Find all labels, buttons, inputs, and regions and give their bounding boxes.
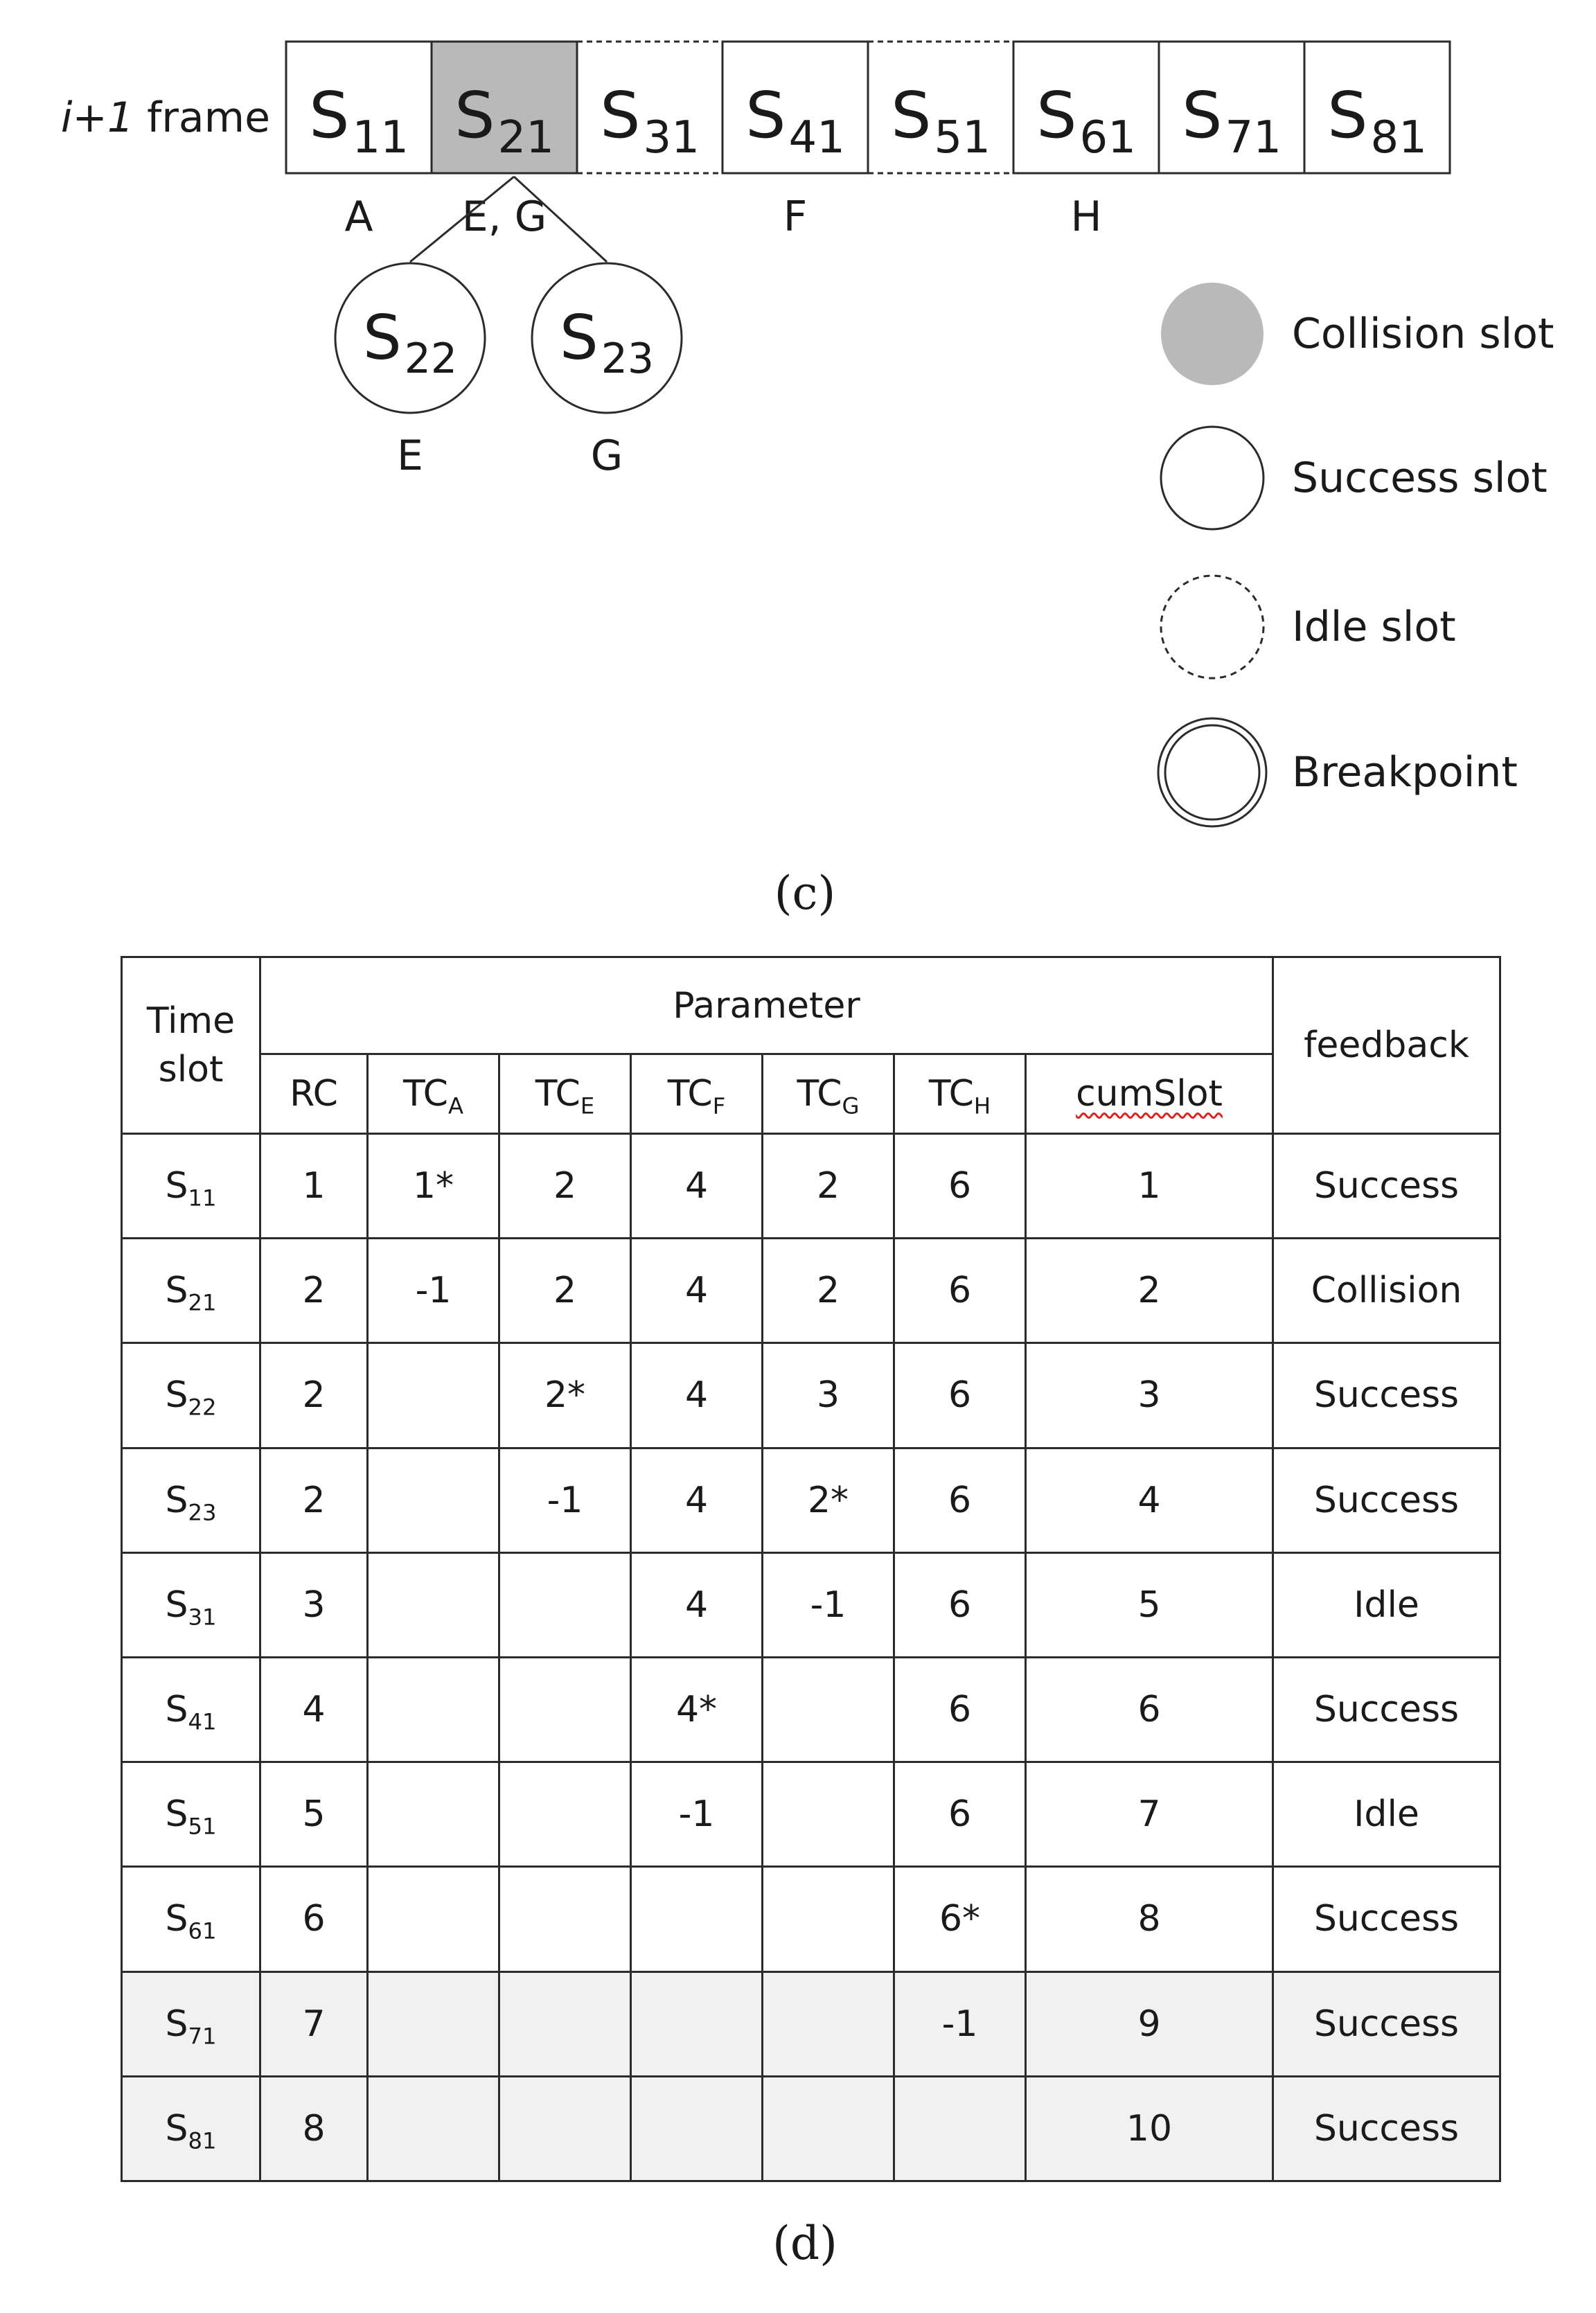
legend-success-symbol — [1161, 427, 1264, 529]
time-slot-cell: $S_{81}$ — [122, 2076, 260, 2181]
feedback-cell: Success — [1273, 1343, 1500, 1448]
table-row — [122, 1867, 1500, 1971]
value-cell — [368, 1762, 499, 1867]
value-cell — [763, 1657, 894, 1762]
value-cell: 6 — [894, 1657, 1026, 1762]
slot-label: $S_{11}$ — [309, 78, 409, 163]
value-cell: 6 — [1026, 1657, 1273, 1762]
value-cell — [631, 1971, 763, 2076]
table-row — [122, 1762, 1500, 1867]
legend-label: Success slot — [1292, 454, 1548, 502]
child-slot-tag: G — [590, 432, 623, 480]
value-cell — [368, 1448, 499, 1552]
value-cell — [499, 1657, 631, 1762]
slot-tag: F — [783, 193, 808, 241]
frame-slots — [286, 42, 1450, 173]
value-cell — [499, 1867, 631, 1971]
time-slot-cell: $S_{21}$ — [122, 1239, 260, 1343]
value-cell: 2 — [763, 1134, 894, 1239]
feedback-cell: Success — [1273, 1657, 1500, 1762]
value-cell: 6 — [894, 1134, 1026, 1239]
column-header: $TC_F$ — [631, 1054, 763, 1134]
value-cell: 1 — [1026, 1134, 1273, 1239]
value-cell: 7 — [260, 1971, 368, 2076]
caption-d: (d) — [772, 2217, 837, 2270]
value-cell: 4 — [631, 1343, 763, 1448]
value-cell — [368, 1343, 499, 1448]
value-cell: 4* — [631, 1657, 763, 1762]
value-cell: 3 — [260, 1552, 368, 1657]
value-cell: 6 — [894, 1239, 1026, 1343]
frame-label: i+1 frame — [60, 94, 270, 142]
value-cell: 1 — [260, 1134, 368, 1239]
table-row — [122, 1134, 1500, 1239]
value-cell: 8 — [260, 2076, 368, 2181]
value-cell: 8 — [1026, 1867, 1273, 1971]
table-row — [122, 1448, 1500, 1552]
value-cell: 1* — [368, 1134, 499, 1239]
child-slot-label: $S_{22}$ — [362, 302, 458, 383]
time-slot-cell: $S_{41}$ — [122, 1657, 260, 1762]
slot-tag: H — [1070, 193, 1102, 241]
child-slot-label: $S_{23}$ — [559, 302, 655, 383]
value-cell: 6* — [894, 1867, 1026, 1971]
slot-label: $S_{81}$ — [1327, 78, 1427, 163]
value-cell — [368, 1552, 499, 1657]
value-cell — [763, 2076, 894, 2181]
feedback-cell: Success — [1273, 1867, 1500, 1971]
column-header: $TC_A$ — [368, 1054, 499, 1134]
value-cell: 4 — [631, 1239, 763, 1343]
value-cell — [368, 1971, 499, 2076]
value-cell — [894, 2076, 1026, 2181]
time-slot-header: Time slot — [122, 957, 260, 1134]
value-cell: 3 — [1026, 1343, 1273, 1448]
feedback-cell: Success — [1273, 1134, 1500, 1239]
feedback-cell: Collision — [1273, 1239, 1500, 1343]
table-row — [122, 2076, 1500, 2181]
value-cell: 2 — [260, 1239, 368, 1343]
value-cell — [368, 1657, 499, 1762]
slot-label: $S_{41}$ — [745, 78, 845, 163]
value-cell: -1 — [631, 1762, 763, 1867]
feedback-cell: Idle — [1273, 1552, 1500, 1657]
value-cell: 6 — [894, 1343, 1026, 1448]
time-slot-cell: $S_{31}$ — [122, 1552, 260, 1657]
slot-label: $S_{21}$ — [454, 78, 554, 163]
table-row — [122, 1343, 1500, 1448]
value-cell — [631, 2076, 763, 2181]
value-cell: 6 — [894, 1552, 1026, 1657]
feedback-header: feedback — [1273, 957, 1500, 1134]
value-cell: 5 — [1026, 1552, 1273, 1657]
legend-idle-symbol — [1161, 576, 1264, 678]
value-cell: 4 — [260, 1657, 368, 1762]
parameter-header: Parameter — [260, 957, 1273, 1054]
value-cell — [368, 2076, 499, 2181]
value-cell: 5 — [260, 1762, 368, 1867]
feedback-cell: Success — [1273, 1448, 1500, 1552]
parameter-table — [121, 956, 1501, 2182]
legend-collision-symbol — [1161, 283, 1264, 385]
value-cell: -1 — [368, 1239, 499, 1343]
time-slot-cell: $S_{71}$ — [122, 1971, 260, 2076]
value-cell — [368, 1867, 499, 1971]
value-cell: 4 — [631, 1134, 763, 1239]
value-cell: 6 — [894, 1448, 1026, 1552]
time-slot-cell: $S_{11}$ — [122, 1134, 260, 1239]
value-cell: 2 — [763, 1239, 894, 1343]
feedback-cell: Success — [1273, 2076, 1500, 2181]
legend-breakpoint-symbol — [1158, 718, 1266, 826]
slot-label: $S_{61}$ — [1036, 78, 1136, 163]
slot-label: $S_{71}$ — [1182, 78, 1282, 163]
value-cell: 2* — [763, 1448, 894, 1552]
legend-label: Breakpoint — [1292, 748, 1518, 797]
table-row — [122, 1239, 1500, 1343]
column-header: $TC_E$ — [499, 1054, 631, 1134]
value-cell: 7 — [1026, 1762, 1273, 1867]
legend-label: Collision slot — [1292, 310, 1554, 358]
value-cell — [631, 1867, 763, 1971]
value-cell: 9 — [1026, 1971, 1273, 2076]
time-slot-cell: $S_{23}$ — [122, 1448, 260, 1552]
value-cell: 2 — [260, 1343, 368, 1448]
value-cell: 2* — [499, 1343, 631, 1448]
legend-label: Idle slot — [1292, 603, 1456, 651]
value-cell: -1 — [894, 1971, 1026, 2076]
value-cell — [499, 1762, 631, 1867]
value-cell — [763, 1971, 894, 2076]
value-cell: 3 — [763, 1343, 894, 1448]
value-cell: 2 — [499, 1239, 631, 1343]
frame-tags — [344, 193, 1101, 241]
slot-label: $S_{51}$ — [891, 78, 991, 163]
table-row — [122, 1657, 1500, 1762]
value-cell: 10 — [1026, 2076, 1273, 2181]
feedback-cell: Success — [1273, 1971, 1500, 2076]
legend — [1158, 283, 1554, 826]
table-row — [122, 1552, 1500, 1657]
value-cell: 4 — [1026, 1448, 1273, 1552]
time-slot-cell: $S_{22}$ — [122, 1343, 260, 1448]
value-cell — [763, 1762, 894, 1867]
child-slot-tag: E — [397, 432, 423, 480]
value-cell: 2 — [499, 1134, 631, 1239]
caption-c: (c) — [774, 867, 836, 920]
value-cell — [499, 2076, 631, 2181]
frame-diagram — [0, 0, 1596, 956]
value-cell: 6 — [894, 1762, 1026, 1867]
slot-tag: E, G — [461, 193, 547, 241]
feedback-cell: Idle — [1273, 1762, 1500, 1867]
table-row — [122, 1971, 1500, 2076]
slot-label: $S_{31}$ — [600, 78, 700, 163]
time-slot-cell: $S_{51}$ — [122, 1762, 260, 1867]
value-cell: 2 — [260, 1448, 368, 1552]
tree-children — [335, 263, 682, 480]
value-cell — [499, 1971, 631, 2076]
column-header: $TC_G$ — [763, 1054, 894, 1134]
column-header: RC — [260, 1054, 368, 1134]
value-cell: 4 — [631, 1552, 763, 1657]
value-cell: 2 — [1026, 1239, 1273, 1343]
column-header: cumSlot — [1026, 1054, 1273, 1134]
value-cell — [763, 1867, 894, 1971]
value-cell: -1 — [499, 1448, 631, 1552]
value-cell: 4 — [631, 1448, 763, 1552]
slot-tag: A — [344, 193, 373, 241]
column-header: $TC_H$ — [894, 1054, 1026, 1134]
value-cell — [499, 1552, 631, 1657]
time-slot-cell: $S_{61}$ — [122, 1867, 260, 1971]
value-cell: 6 — [260, 1867, 368, 1971]
value-cell: -1 — [763, 1552, 894, 1657]
